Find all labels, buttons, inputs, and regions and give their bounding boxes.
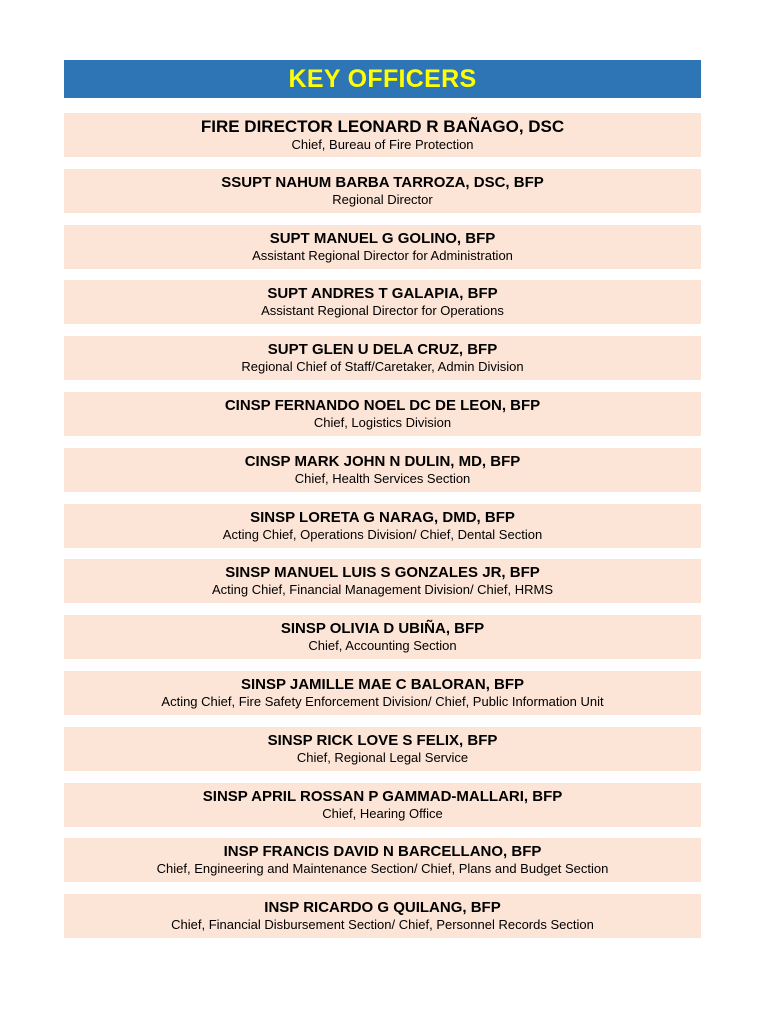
officer-list: [64, 113, 701, 950]
officer-card: [64, 559, 701, 603]
officer-card: [64, 169, 701, 213]
officer-position: Regional Director: [332, 191, 433, 207]
officer-name: SSUPT NAHUM BARBA TARROZA, DSC, BFP: [221, 173, 544, 191]
officer-card: [64, 838, 701, 882]
officer-position: Chief, Engineering and Maintenance Section/ Chief, Plans and Budget Section: [156, 861, 609, 877]
officer-position: Acting Chief, Fire Safety Enforcement Division/ Chief, Public Information Unit: [161, 693, 604, 709]
officer-name: SUPT GLEN U DELA CRUZ, BFP: [267, 341, 498, 359]
officer-position: Chief, Hearing Office: [322, 805, 443, 821]
officer-card: [64, 392, 701, 436]
officer-position: Acting Chief, Operations Division/ Chief, Dental Section: [222, 526, 543, 542]
officer-position: Assistant Regional Director for Operations: [261, 303, 504, 319]
officer-card: [64, 113, 701, 157]
officer-card: [64, 894, 701, 938]
officer-position: Chief, Regional Legal Service: [296, 749, 469, 765]
officer-card: [64, 783, 701, 827]
officer-name: SINSP OLIVIA D UBIÑA, BFP: [280, 620, 485, 638]
officer-card: [64, 448, 701, 492]
officer-position: Acting Chief, Financial Management Division/ Chief, HRMS: [211, 582, 554, 598]
officer-card: [64, 225, 701, 269]
officer-name: SUPT MANUEL G GOLINO, BFP: [269, 229, 496, 247]
officer-name: SINSP APRIL ROSSAN P GAMMAD-MALLARI, BFP: [202, 787, 563, 805]
officer-name: SINSP LORETA G NARAG, DMD, BFP: [250, 508, 515, 526]
officer-position: Chief, Bureau of Fire Protection: [291, 137, 474, 152]
key-officers-header: [64, 60, 701, 98]
officer-name: INSP RICARDO G QUILANG, BFP: [264, 899, 501, 917]
officer-position: Chief, Accounting Section: [308, 638, 457, 654]
officer-name: CINSP FERNANDO NOEL DC DE LEON, BFP: [224, 396, 541, 414]
officer-name: FIRE DIRECTOR LEONARD R BAÑAGO, DSC: [200, 117, 565, 136]
page-title: KEY OFFICERS: [288, 64, 477, 93]
officer-name: INSP FRANCIS DAVID N BARCELLANO, BFP: [223, 843, 542, 861]
officer-position: Chief, Logistics Division: [313, 414, 452, 430]
officer-card: [64, 504, 701, 548]
officer-card: [64, 336, 701, 380]
officer-position: Assistant Regional Director for Administration: [252, 247, 513, 263]
officer-name: SINSP RICK LOVE S FELIX, BFP: [267, 731, 498, 749]
officer-position: Chief, Health Services Section: [294, 470, 471, 486]
officer-name: CINSP MARK JOHN N DULIN, MD, BFP: [244, 452, 521, 470]
officer-name: SINSP JAMILLE MAE C BALORAN, BFP: [240, 675, 525, 693]
officer-card: [64, 615, 701, 659]
officer-position: Chief, Financial Disbursement Section/ Chief, Personnel Records Section: [171, 917, 594, 933]
officer-position: Regional Chief of Staff/Caretaker, Admin Division: [241, 359, 524, 375]
officer-name: SUPT ANDRES T GALAPIA, BFP: [267, 285, 498, 303]
officer-name: SINSP MANUEL LUIS S GONZALES JR, BFP: [225, 564, 540, 582]
officer-card: [64, 727, 701, 771]
officer-card: [64, 280, 701, 324]
officer-card: [64, 671, 701, 715]
